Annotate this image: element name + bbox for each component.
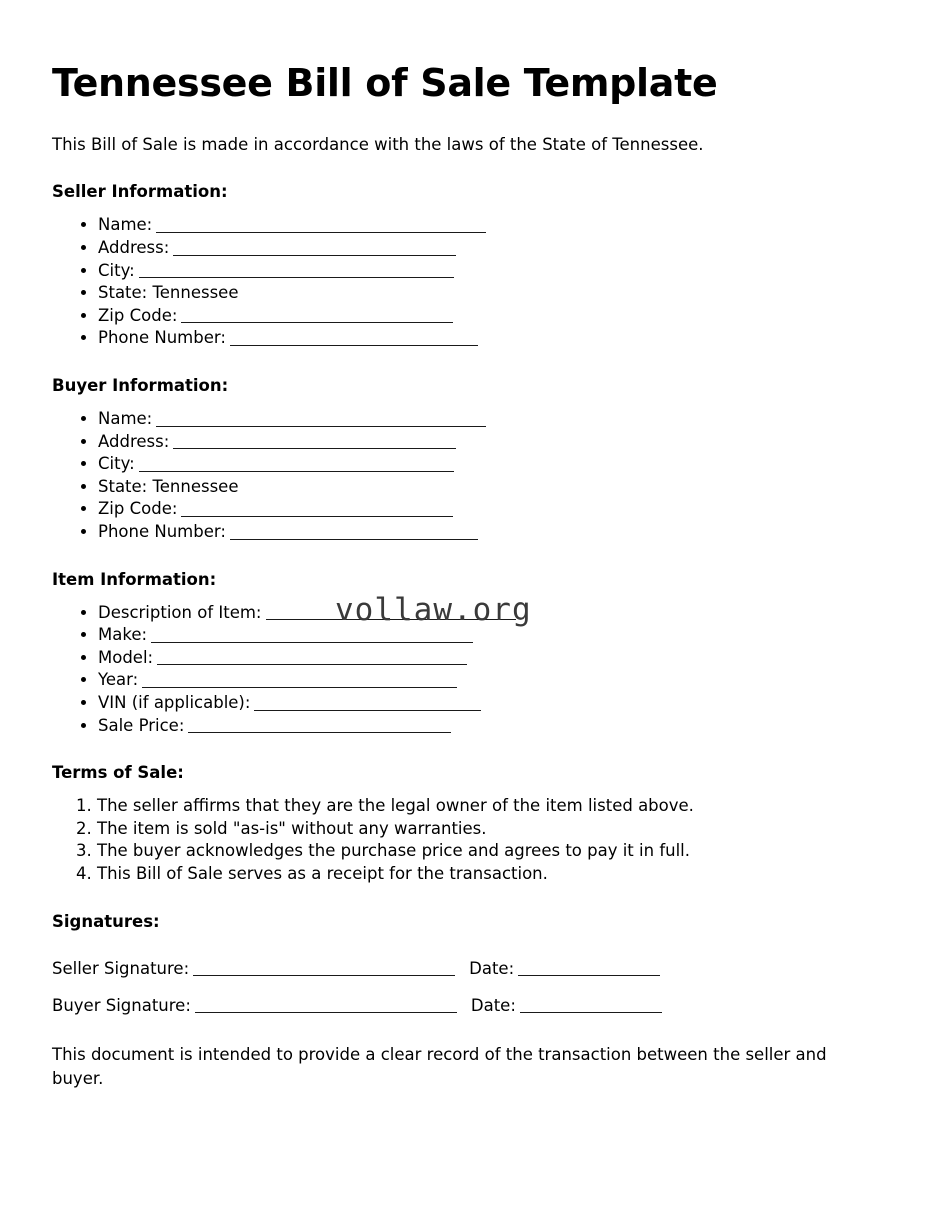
item-information-heading: Item Information: [52, 569, 217, 589]
field-label: Phone Number: [98, 328, 226, 348]
watermark-vollaw-org: vollaw.org [335, 592, 532, 628]
list-item: 1. The seller affirms that they are the legal owner of the item listed above. [97, 795, 880, 818]
signature-label: Buyer Signature: [52, 995, 191, 1015]
list-item: 2. The item is sold "as-is" without any warranties. [97, 818, 880, 841]
fill-in-blank[interactable] [230, 330, 478, 346]
fill-in-blank[interactable] [181, 307, 453, 323]
list-item [98, 624, 880, 647]
signature-blank[interactable] [193, 960, 455, 976]
field-label: Zip Code: [98, 499, 178, 519]
list-item [98, 669, 880, 692]
field-label: Name: [98, 409, 153, 429]
field-label: Address: [98, 238, 170, 258]
fill-in-blank[interactable] [266, 604, 516, 620]
fill-in-blank[interactable] [139, 262, 454, 278]
list-item [98, 521, 880, 544]
fill-in-blank[interactable] [156, 410, 486, 426]
fill-in-blank[interactable] [188, 717, 451, 733]
field-label: State: [98, 476, 148, 496]
list-item [98, 237, 880, 260]
fill-in-blank[interactable] [142, 672, 457, 688]
terms-of-sale-heading: Terms of Sale: [52, 763, 184, 783]
field-label: Zip Code: [98, 305, 178, 325]
fill-in-blank[interactable] [173, 433, 456, 449]
buyer-information-heading: Buyer Information: [52, 376, 229, 396]
signature-row [52, 980, 880, 1017]
signatures-heading: Signatures: [52, 911, 160, 931]
list-item [98, 715, 880, 738]
field-label: Address: [98, 431, 170, 451]
field-label: Sale Price: [98, 715, 185, 735]
date-blank[interactable] [518, 960, 660, 976]
date-blank[interactable] [520, 997, 662, 1013]
fill-in-blank[interactable] [254, 694, 481, 710]
fill-in-blank[interactable] [156, 217, 486, 233]
field-label: City: [98, 260, 135, 280]
date-label: Date: [469, 958, 515, 978]
field-label: Make: [98, 625, 148, 645]
page-title: Tennessee Bill of Sale Template [52, 61, 718, 105]
field-label: VIN (if applicable): [98, 692, 251, 712]
field-value: Tennessee [147, 283, 239, 303]
list-item [98, 431, 880, 454]
intro-paragraph: This Bill of Sale is made in accordance with the laws of the State of Tennessee. [52, 134, 704, 154]
list-item [98, 453, 880, 476]
signature-row [52, 951, 880, 980]
fill-in-blank[interactable] [157, 649, 467, 665]
signatures-block [52, 931, 880, 1017]
date-label: Date: [470, 995, 516, 1015]
list-item [98, 647, 880, 670]
seller-information-list [52, 201, 880, 350]
signature-label: Seller Signature: [52, 958, 190, 978]
field-label: City: [98, 454, 135, 474]
signature-blank[interactable] [195, 997, 457, 1013]
fill-in-blank[interactable] [139, 456, 454, 472]
field-label: Name: [98, 215, 153, 235]
list-item: 3. The buyer acknowledges the purchase price and agrees to pay it in full. [97, 840, 880, 863]
list-item [98, 305, 880, 328]
list-item [98, 498, 880, 521]
closing-paragraph: This document is intended to provide a clear record of the transaction between the seller and buyer. [52, 1044, 827, 1088]
field-label: Description of Item: [98, 602, 262, 622]
field-label: State: [98, 283, 148, 303]
list-item [98, 692, 880, 715]
buyer-information-list [52, 395, 880, 544]
fill-in-blank[interactable] [151, 627, 473, 643]
field-label: Year: [98, 670, 139, 690]
list-item [98, 408, 880, 431]
item-information-list [52, 589, 880, 738]
list-item [98, 214, 880, 237]
field-value: Tennessee [147, 476, 239, 496]
list-item: 4. This Bill of Sale serves as a receipt for the transaction. [97, 863, 880, 886]
list-item [98, 282, 880, 305]
terms-of-sale-list [52, 782, 880, 885]
list-item [98, 476, 880, 499]
fill-in-blank[interactable] [230, 523, 478, 539]
document-page [52, 0, 880, 1091]
field-label: Phone Number: [98, 522, 226, 541]
seller-information-heading: Seller Information: [52, 182, 228, 202]
fill-in-blank[interactable] [181, 501, 453, 517]
list-item [98, 260, 880, 283]
list-item [98, 602, 880, 625]
list-item [98, 327, 880, 350]
field-label: Model: [98, 647, 154, 667]
fill-in-blank[interactable] [173, 240, 456, 256]
